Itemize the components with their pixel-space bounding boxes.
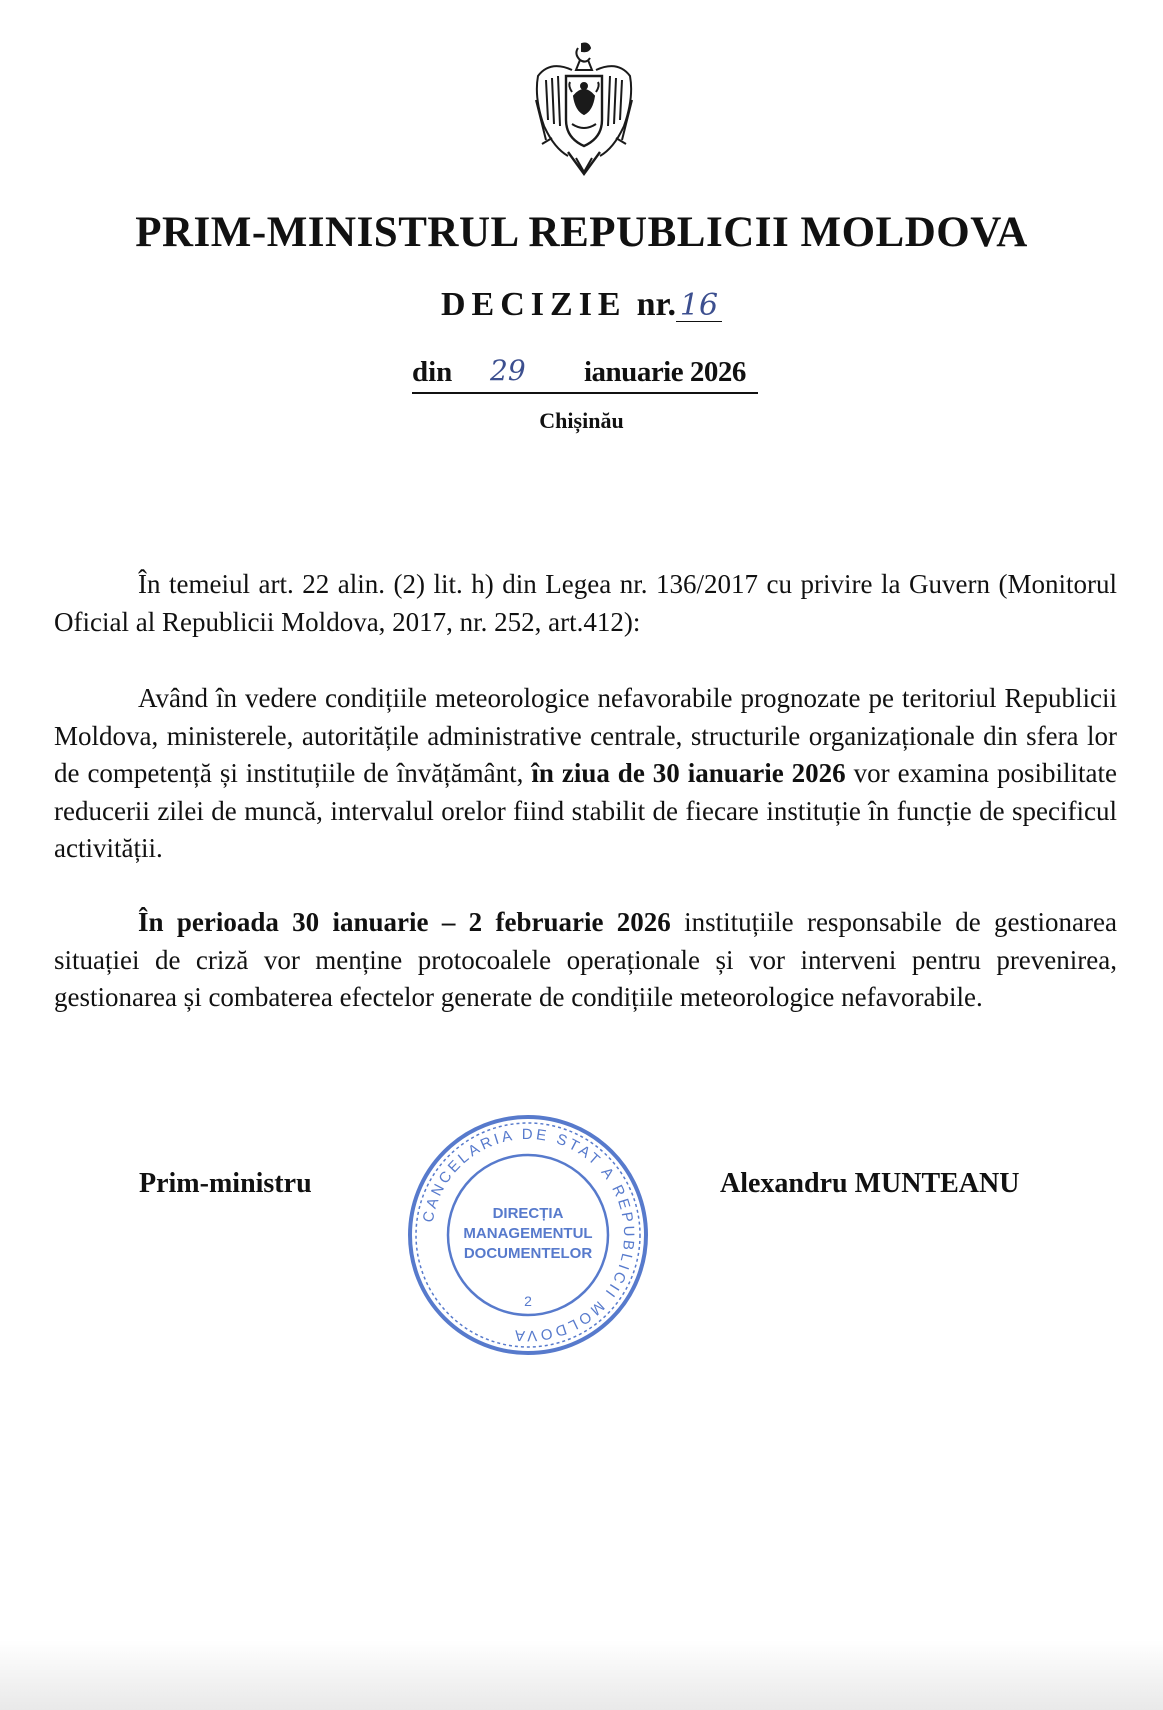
stamp-number: 2 xyxy=(524,1293,532,1309)
decision-nr-label: nr. xyxy=(636,286,676,323)
decision-number: 16 xyxy=(676,291,722,322)
stamp-inner-line3: DOCUMENTELOR xyxy=(463,1245,593,1262)
date-prefix: din xyxy=(412,356,453,388)
issuer-title: PRIM-MINISTRUL REPUBLICII MOLDOVA xyxy=(135,209,1028,256)
legal-basis-paragraph: În temeiul art. 22 alin. (2) lit. h) din Legea nr. 136/2017 cu privire la Guvern (Monitorul Oficial al Republicii Moldova, 2017, nr. 252, art.412): xyxy=(54,569,1117,637)
crisis-paragraph-period: În perioada 30 ianuarie – 2 februarie 2026 xyxy=(138,907,671,937)
signatory-role: Prim-ministru xyxy=(139,1168,312,1199)
decision-word: DECIZIE xyxy=(441,286,627,323)
stamp-inner-line2: MANAGEMENTUL xyxy=(463,1225,593,1242)
measures-paragraph-end: vor examina posibilitate reducerii zilei de muncă, intervalul orelor fiind stabilit de fiecare instituție în funcție de specificul activității. xyxy=(54,758,1117,863)
page-bottom-shadow xyxy=(0,1640,1163,1710)
measures-paragraph-date: în ziua de 30 ianuarie 2026 xyxy=(531,758,846,788)
moldova-coat-of-arms-icon xyxy=(528,40,640,180)
decision-date xyxy=(412,356,758,394)
stamp-outer-text: CANCELARIA DE STAT A REPUBLICII MOLDOVA xyxy=(419,1125,638,1345)
crisis-paragraph-end: instituțiile responsabile de gestionarea situației de criză vor menține protocoalele operaționale și vor interveni pentru prevenirea, gestionarea și combaterea efectelor generate de condițiile meteorologice nefavorabile. xyxy=(54,907,1117,1012)
decision-heading xyxy=(0,286,1163,324)
measures-paragraph-start: Având în vedere condițiile meteorologice nefavorabile prognozate pe teritoriul Republicii Moldova, ministerele, autoritățile administrative centrale, structurile organizaționale din sfera lor de competență și instituțiile de învățământ, xyxy=(54,683,1117,788)
measures-paragraph xyxy=(54,680,1117,868)
issue-city: Chișinău xyxy=(539,408,624,433)
crisis-paragraph xyxy=(54,904,1117,1017)
signatory-name: Alexandru MUNTEANU xyxy=(720,1168,1020,1199)
stamp-inner-line1: DIRECȚIA xyxy=(492,1205,564,1222)
date-month-year: ianuarie 2026 xyxy=(584,356,746,388)
official-stamp xyxy=(403,1110,653,1360)
date-day: 29 xyxy=(490,354,526,387)
